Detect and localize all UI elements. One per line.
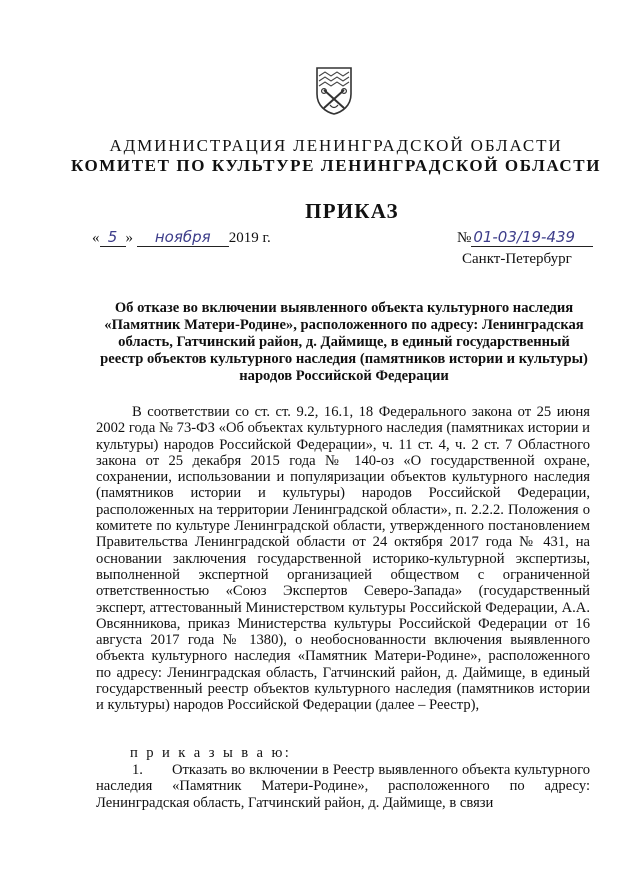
date-year: 2019 г. bbox=[228, 230, 271, 246]
document-date bbox=[92, 228, 271, 247]
item-text: Отказать во включении в Реестр выявленного объекта культурного наследия «Памятник Матери-Родине», расположенного по адресу: Ленинградская область, Гатчинский район, д. Даймище, в связи bbox=[96, 762, 590, 811]
date-day: 5 bbox=[100, 228, 126, 247]
committee-name: КОМИТЕТ ПО КУЛЬТУРЕ ЛЕНИНГРАДСКОЙ ОБЛАСТИ bbox=[70, 156, 602, 175]
city: Санкт-Петербург bbox=[462, 251, 572, 267]
document-number bbox=[457, 228, 593, 247]
administration-name: АДМИНИСТРАЦИЯ ЛЕНИНГРАДСКОЙ ОБЛАСТИ bbox=[109, 136, 563, 155]
order-item bbox=[96, 762, 590, 811]
item-number: 1. bbox=[132, 762, 143, 778]
date-open-quote: « bbox=[92, 230, 100, 246]
document-title: ПРИКАЗ bbox=[305, 199, 399, 223]
date-close-quote: » bbox=[125, 230, 133, 246]
number-value: 01-03/19-439 bbox=[471, 228, 593, 247]
order-keyword: п р и к а з ы в а ю: bbox=[130, 745, 292, 761]
order-subject: Об отказе во включении выявленного объекта культурного наследия «Памятник Матери-Родине», расположенного по адресу: Ленинградская область, Гатчинский район, д. Даймище, в единый государственный реестр объектов культурного наследия (памятников истории и культуры) народов Российской Федерации bbox=[100, 300, 588, 384]
organization-header bbox=[0, 136, 640, 176]
number-prefix: № bbox=[457, 230, 472, 246]
date-month: ноября bbox=[137, 228, 229, 247]
coat-of-arms-icon bbox=[314, 66, 354, 116]
preamble-paragraph: В соответствии со ст. ст. 9.2, 16.1, 18 Федерального закона от 25 июня 2002 года № 73-ФЗ «Об объектах культурного наследия (памятниках истории и культуры) народов Российской Федерации», ч. 11 ст. 4, ч. 2 ст. 7 Областного закона от 25 декабря 2015 года № 140-оз «О государственной охране, сохранении, использовании и популяризации объектов культурного наследия (памятников истории и культуры) народов Российской Федерации, расположенных на территории Ленинградской области», п. 2.2.2. Положения о комитете по культуре Ленинградской области, утвержденного постановлением Правительства Ленинградской области от 24 октября 2017 года № 431, на основании заключения государственной историко-культурной экспертизы, выполненной экспертной организацией обществом с ограниченной ответственностью «Союз Экспертов Северо-Запада» (государственный эксперт, аттестованный Министерством культуры Российской Федерации, А.А. Овсянникова, приказ Министерства культуры Российской Федерации от 16 августа 2017 года № 1380), о необоснованности включения выявленного объекта культурного наследия «Памятник Матери-Родине», расположенного по адресу: Ленинградская область, Гатчинский район, д. Даймище, в единый государственный реестр объектов культурного наследия (памятников истории и культуры) народов Российской Федерации (далее – Реестр), bbox=[96, 404, 590, 714]
